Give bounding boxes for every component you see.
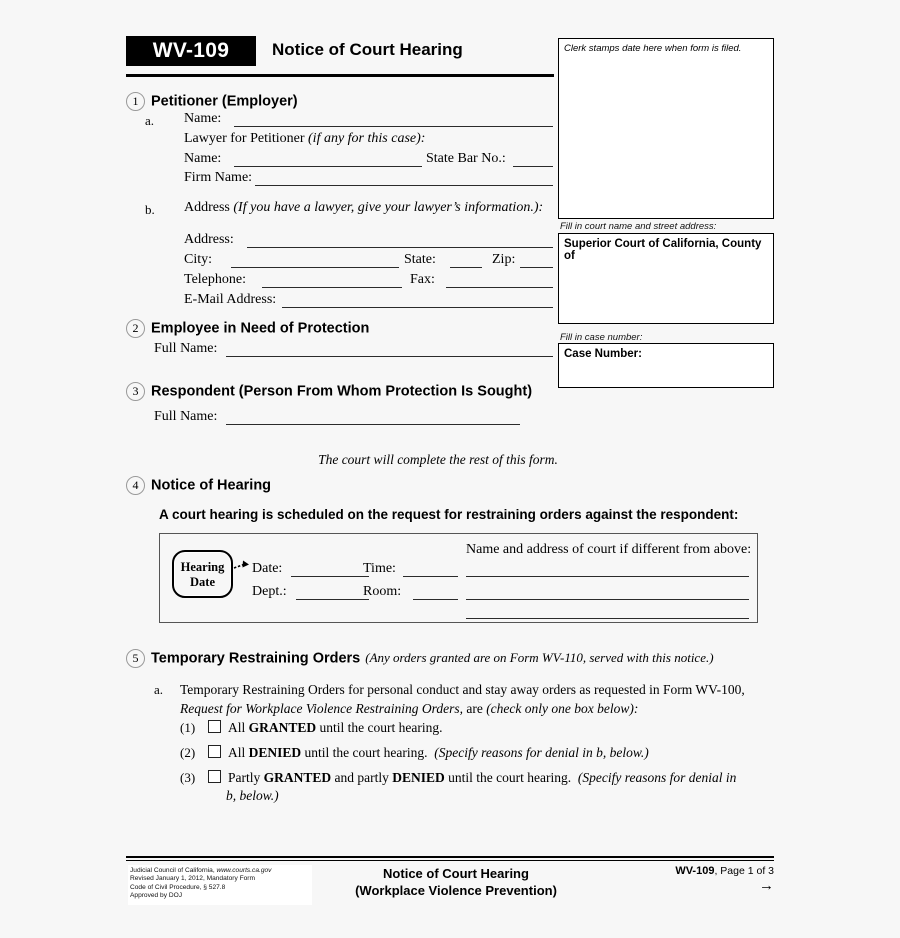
option-3-pre: Partly <box>228 770 264 785</box>
option-3-checkbox[interactable] <box>208 770 221 783</box>
hearing-date-label: Date: <box>252 561 283 576</box>
employee-full-name-label: Full Name: <box>154 341 218 356</box>
address-input[interactable] <box>247 247 553 248</box>
clerk-stamp-box <box>558 38 774 219</box>
hearing-time-input[interactable] <box>403 576 458 577</box>
item-marker-1b: b. <box>145 202 155 217</box>
section-3-title: Respondent (Person From Whom Protection Is Sought) <box>151 383 533 400</box>
option-2-row[interactable] <box>208 744 649 762</box>
section-1-heading <box>126 92 298 111</box>
court-address-line-2[interactable] <box>466 599 749 600</box>
option-3-mid: and partly <box>331 770 393 785</box>
footer-title: Notice of Court Hearing <box>383 866 529 881</box>
hearing-room-input[interactable] <box>413 599 458 600</box>
lawyer-label-note: (if any for this case): <box>308 131 426 146</box>
footer-approved: Approved by DOJ <box>130 892 183 900</box>
option-3-post: until the court hearing. <box>444 770 572 785</box>
clerk-stamp-caption: Clerk stamps date here when form is filed. <box>564 43 742 54</box>
next-page-arrow-icon: → <box>759 877 774 894</box>
hearing-date-input[interactable] <box>291 576 369 577</box>
footer-title-block <box>306 865 606 899</box>
option-3-number: (3) <box>180 770 196 785</box>
footer-subtitle: (Workplace Violence Prevention) <box>355 883 557 898</box>
court-name-box[interactable] <box>558 233 774 324</box>
respondent-full-name-label: Full Name: <box>154 409 218 424</box>
footer-divider-bottom <box>126 860 774 861</box>
fax-label: Fax: <box>410 272 435 287</box>
hearing-time-label: Time: <box>363 561 396 576</box>
option-1-row[interactable] <box>208 719 443 737</box>
hearing-room-label: Room: <box>363 584 402 599</box>
zip-input[interactable] <box>520 267 553 268</box>
hearing-dept-input[interactable] <box>296 599 369 600</box>
respondent-full-name-input[interactable] <box>226 424 520 425</box>
option-3-bold: GRANTED <box>263 770 332 785</box>
hearing-badge-line1: Hearing <box>180 560 225 574</box>
footer-page-number: , Page 1 of 3 <box>714 865 774 877</box>
footer-code: Code of Civil Procedure, § 527.8 <box>130 883 226 891</box>
hearing-details-box <box>159 533 758 623</box>
section-5-heading <box>126 649 714 668</box>
section-5-title: Temporary Restraining Orders <box>151 650 361 667</box>
address-heading <box>184 200 543 216</box>
court-address-line-3[interactable] <box>466 618 749 619</box>
section-5a-instruction: (check only one box below): <box>486 701 639 716</box>
option-3-note-line2: b, below.) <box>226 788 279 803</box>
city-input[interactable] <box>231 267 399 268</box>
option-1-checkbox[interactable] <box>208 720 221 733</box>
option-2-pre: All <box>228 745 249 760</box>
court-name-caption: Fill in court name and street address: <box>560 221 717 232</box>
court-name-text: Superior Court of California, County of <box>564 238 762 262</box>
petitioner-name-input[interactable] <box>234 126 553 127</box>
option-1-post: until the court hearing. <box>316 720 443 735</box>
court-address-line-1[interactable] <box>466 576 749 577</box>
option-2-note: (Specify reasons for denial in b, below.) <box>434 745 649 760</box>
hearing-subtitle: A court hearing is scheduled on the request for restraining orders against the respondent: <box>159 507 739 522</box>
hearing-date-badge <box>172 550 233 598</box>
section-4-title: Notice of Hearing <box>151 477 272 494</box>
hearing-badge-line2: Date <box>190 575 215 589</box>
case-number-label: Case Number: <box>564 348 642 360</box>
telephone-label: Telephone: <box>184 272 246 287</box>
section-number-2: 2 <box>126 319 145 338</box>
lawyer-label-text: Lawyer for Petitioner <box>184 131 305 146</box>
address-heading-text: Address <box>184 200 230 215</box>
section-3-heading <box>126 382 532 401</box>
footer-url: www.courts.ca.gov <box>216 867 272 874</box>
section-5a-text <box>180 680 766 718</box>
lawyer-for-petitioner-label <box>184 131 425 147</box>
option-1-bold: GRANTED <box>248 720 317 735</box>
item-marker-5a: a. <box>154 682 164 697</box>
email-label: E-Mail Address: <box>184 292 277 307</box>
option-1-number: (1) <box>180 720 196 735</box>
footer-form-code: WV-109 <box>675 865 715 877</box>
section-number-1: 1 <box>126 92 145 111</box>
footer-divider-top <box>126 856 774 858</box>
section-number-4: 4 <box>126 476 145 495</box>
petitioner-name-label: Name: <box>184 111 222 126</box>
lawyer-name-label: Name: <box>184 151 222 166</box>
option-1-pre: All <box>228 720 249 735</box>
fax-input[interactable] <box>446 287 553 288</box>
state-label: State: <box>404 252 436 267</box>
section-5a-are: are <box>466 701 483 716</box>
zip-label: Zip: <box>492 252 516 267</box>
state-bar-input[interactable] <box>513 166 553 167</box>
address-heading-note: (If you have a lawyer, give your lawyer’s information.): <box>233 200 544 215</box>
footer-council: Judicial Council of California, <box>130 867 217 874</box>
option-2-checkbox[interactable] <box>208 745 221 758</box>
section-number-3: 3 <box>126 382 145 401</box>
firm-name-input[interactable] <box>255 185 553 186</box>
option-2-number: (2) <box>180 745 196 760</box>
option-3-row[interactable] <box>208 769 756 805</box>
option-2-bold: DENIED <box>248 745 302 760</box>
city-label: City: <box>184 252 213 267</box>
item-marker-1a: a. <box>145 113 155 128</box>
firm-name-label: Firm Name: <box>184 170 253 185</box>
telephone-input[interactable] <box>262 287 402 288</box>
state-input[interactable] <box>450 267 482 268</box>
header-divider <box>126 74 554 77</box>
court-address-caption: Name and address of court if different from above: <box>466 542 752 557</box>
court-completion-note: The court will complete the rest of this form. <box>318 452 558 467</box>
form-code-badge: WV-109 <box>126 36 256 66</box>
section-4-heading <box>126 476 271 495</box>
arrow-right-icon <box>233 560 253 574</box>
section-5a-formname: Request for Workplace Violence Restraining Orders, <box>180 701 463 716</box>
footer-legal-block <box>128 865 312 905</box>
form-header <box>126 36 554 66</box>
section-1-title: Petitioner (Employer) <box>151 93 298 110</box>
form-title: Notice of Court Hearing <box>272 40 463 59</box>
lawyer-name-input[interactable] <box>234 166 422 167</box>
footer-page-block <box>675 865 774 893</box>
case-number-caption: Fill in case number: <box>560 332 643 343</box>
section-number-5: 5 <box>126 649 145 668</box>
section-2-title: Employee in Need of Protection <box>151 320 370 337</box>
state-bar-label: State Bar No.: <box>426 151 506 166</box>
email-input[interactable] <box>282 307 553 308</box>
section-5a-line1: Temporary Restraining Orders for personal conduct and stay away orders as requested in Form WV-100, <box>180 682 745 697</box>
employee-full-name-input[interactable] <box>226 356 553 357</box>
option-3-note: (Specify reasons for denial in <box>577 770 737 785</box>
address-field-label: Address: <box>184 232 234 247</box>
case-number-box[interactable] <box>558 343 774 388</box>
option-3-bold2: DENIED <box>392 770 445 785</box>
hearing-dept-label: Dept.: <box>252 584 287 599</box>
form-page <box>126 36 774 902</box>
section-5-title-note: (Any orders granted are on Form WV-110, served with this notice.) <box>365 650 714 666</box>
footer-revised: Revised January 1, 2012, Mandatory Form <box>130 875 255 883</box>
option-2-post: until the court hearing. <box>301 745 428 760</box>
section-2-heading <box>126 319 369 338</box>
